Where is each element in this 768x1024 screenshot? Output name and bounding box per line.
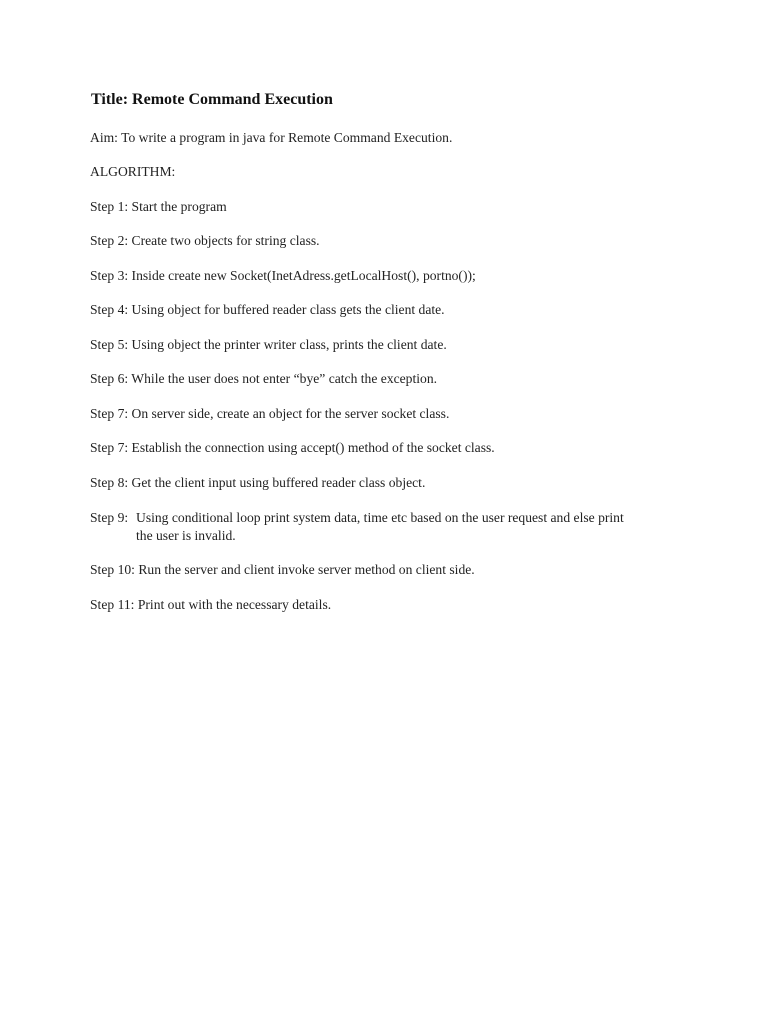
step-label: Step 5:	[90, 337, 129, 352]
step-text: Using conditional loop print system data, time etc based on the user request and else print the user is invalid.	[136, 510, 624, 543]
step-item	[90, 370, 650, 388]
aim-text: Aim: To write a program in java for Remote Command Execution.	[90, 130, 453, 145]
step-label: Step 11:	[90, 597, 135, 612]
step-item	[90, 232, 650, 250]
step-label: Step 10:	[90, 562, 135, 577]
step-text: Using object for buffered reader class gets the client date.	[131, 302, 445, 317]
step-label: Step 8:	[90, 475, 129, 490]
step-label: Step 4:	[90, 302, 129, 317]
step-item	[90, 405, 650, 423]
step-text: Create two objects for string class.	[131, 233, 320, 248]
step-label: Step 7:	[90, 406, 129, 421]
step-item	[90, 301, 650, 319]
step-text: Print out with the necessary details.	[137, 597, 332, 612]
algorithm-heading: ALGORITHM:	[90, 164, 176, 179]
step-text: Start the program	[131, 199, 227, 214]
step-item	[90, 509, 630, 543]
step-label: Step 1:	[90, 199, 129, 214]
step-item	[90, 439, 650, 457]
step-item	[90, 474, 650, 492]
step-text: Run the server and client invoke server method on client side.	[138, 562, 475, 577]
step-item	[90, 198, 650, 216]
step-item	[90, 561, 650, 579]
step-text: Establish the connection using accept() method of the socket class.	[131, 440, 495, 455]
step-label: Step 7:	[90, 440, 129, 455]
step-label: Step 9:	[90, 510, 129, 525]
step-text: While the user does not enter “bye” catch the exception.	[131, 371, 438, 386]
step-label: Step 6:	[90, 371, 129, 386]
step-item	[90, 336, 650, 354]
step-item	[90, 596, 650, 614]
step-text: Inside create new Socket(InetAdress.getLocalHost(), portno());	[131, 268, 476, 283]
step-item	[90, 267, 650, 285]
document-title: Title: Remote Command Execution	[91, 91, 333, 108]
step-text: Using object the printer writer class, prints the client date.	[131, 337, 447, 352]
step-text: On server side, create an object for the server socket class.	[131, 406, 450, 421]
step-label: Step 3:	[90, 268, 129, 283]
step-text: Get the client input using buffered reader class object.	[131, 475, 426, 490]
step-label: Step 2:	[90, 233, 129, 248]
